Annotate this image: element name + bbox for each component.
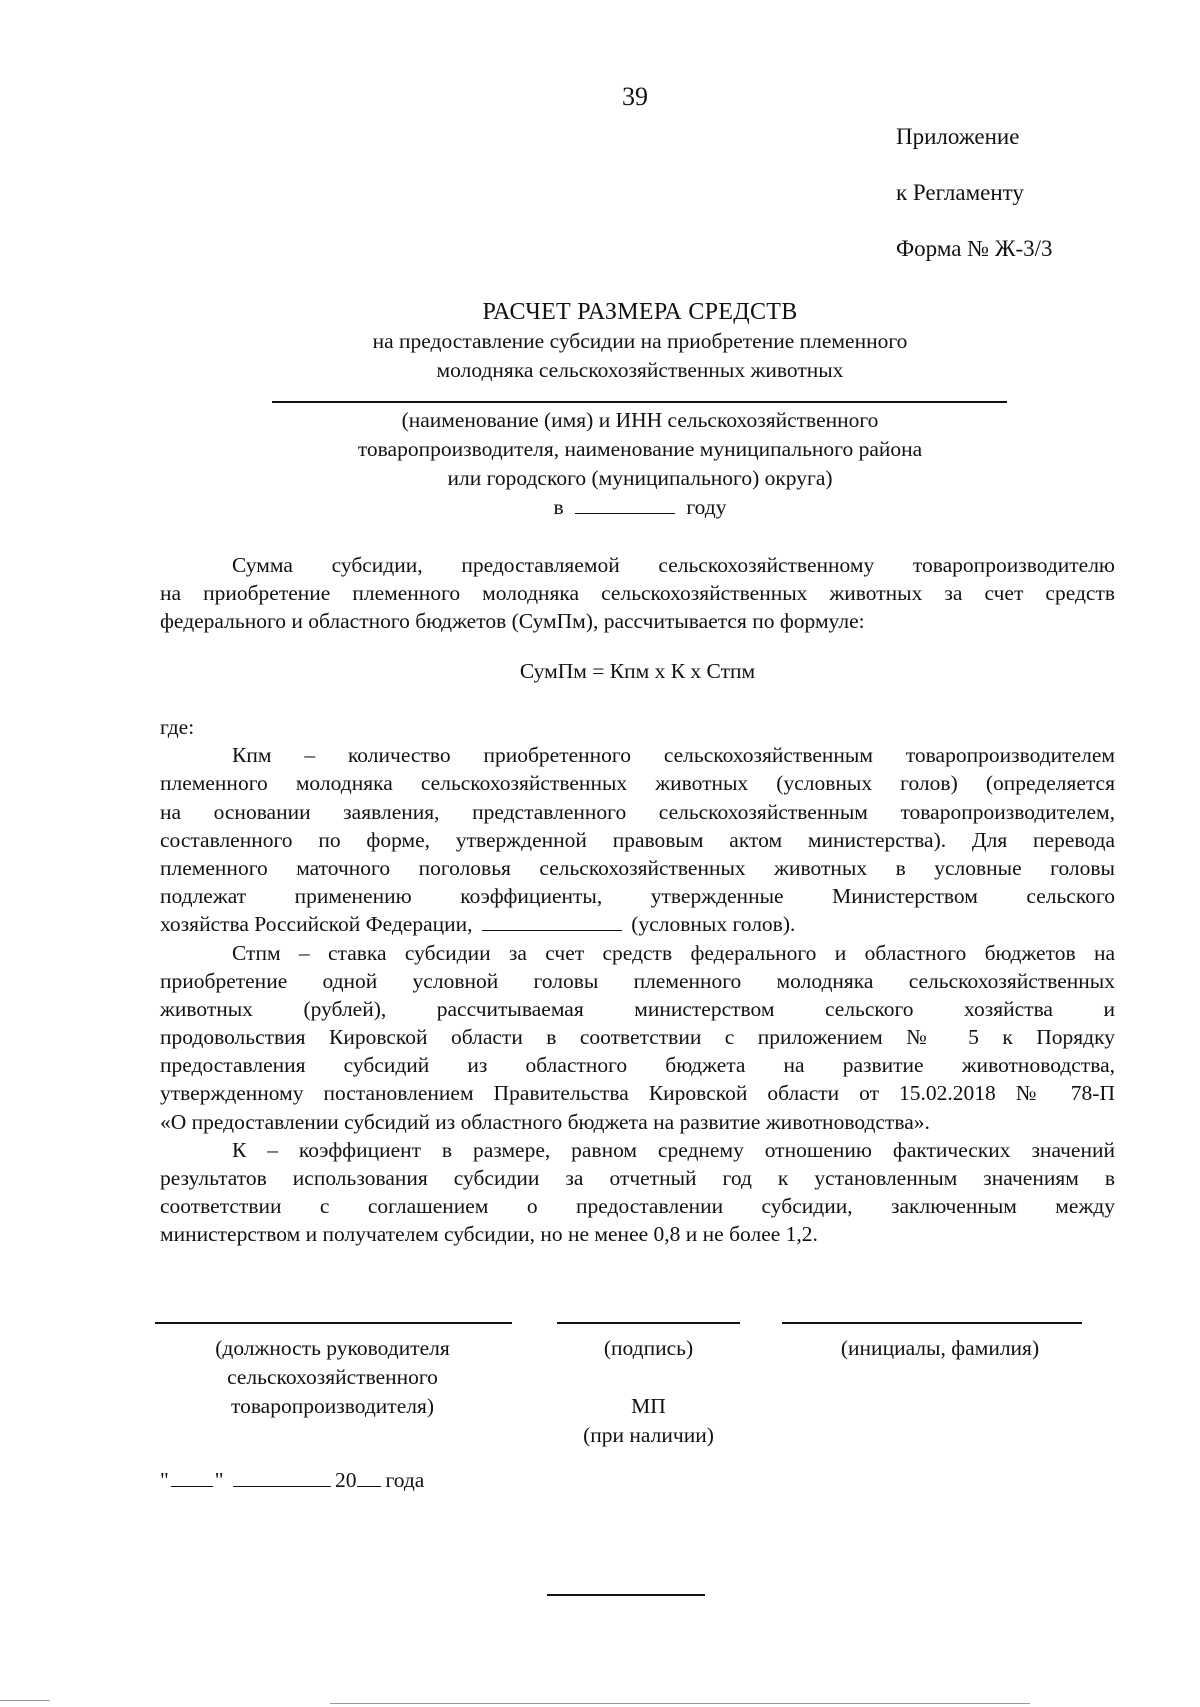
applicant-caption bbox=[270, 406, 1010, 522]
k-line-2: результатов использования субсидии за отчетный год к установленным значениям в bbox=[160, 1166, 1115, 1190]
stpm-line-2: приобретение одной условной головы племенного молодняка сельскохозяйственных bbox=[160, 968, 1115, 993]
kpm-line-1: Кпм – количество приобретенного сельскохозяйственным товаропроизводителем bbox=[232, 743, 1115, 768]
year-blank bbox=[575, 495, 675, 514]
position-caption-line-2: сельскохозяйственного bbox=[227, 1365, 438, 1389]
date-line bbox=[160, 1468, 424, 1493]
position-caption bbox=[150, 1334, 515, 1421]
applicant-caption-line-1: (наименование (имя) и ИНН сельскохозяйственного bbox=[401, 408, 879, 432]
position-caption-line-3: товаропроизводителя) bbox=[230, 1394, 435, 1418]
stpm-line-6: утвержденному постановлением Правительства Кировской области от 15.02.2018 № 78-П bbox=[160, 1081, 1115, 1106]
appendix-label: Приложение bbox=[896, 124, 1020, 149]
applicant-caption-line-2: товаропроизводителя, наименование муниципального района bbox=[357, 437, 923, 461]
closing-rule bbox=[547, 1594, 705, 1596]
page-number: 39 bbox=[622, 82, 648, 111]
formula: СумПм = Кпм х К х Стпм bbox=[519, 659, 756, 683]
heads-count-blank bbox=[482, 912, 622, 931]
stpm-line-7: «О предоставлении субсидий из областного бюджета на развитие животноводства». bbox=[160, 1109, 930, 1134]
intro-line-2: на приобретение племенного молодняка сельскохозяйственных животных за счет средств bbox=[160, 581, 1115, 606]
date-quote-close: " bbox=[214, 1468, 224, 1492]
definitions bbox=[160, 713, 1115, 1249]
stpm-line-5: предоставления субсидий из областного бюджета на развитие животноводства, bbox=[160, 1053, 1115, 1078]
initials-signature-line bbox=[782, 1322, 1082, 1324]
k-line-4: министерством и получателем субсидии, но не менее 0,8 и не более 1,2. bbox=[160, 1222, 818, 1247]
kpm-line-7 bbox=[160, 910, 1115, 938]
signature-line bbox=[557, 1322, 740, 1324]
kpm-line-5: племенного маточного поголовья сельскохозяйственных животных в условные головы bbox=[160, 855, 1115, 880]
day-blank bbox=[171, 1468, 213, 1487]
month-blank bbox=[233, 1468, 331, 1487]
kpm-line-2: племенного молодняка сельскохозяйственных животных (условных голов) (определяется bbox=[160, 771, 1115, 796]
position-caption-line-1: (должность руководителя bbox=[215, 1336, 450, 1360]
kpm-line-7-start: хозяйства Российской Федерации, bbox=[160, 912, 473, 937]
kpm-line-3: на основании заявления, представленного сельскохозяйственным товаропроизводителем, bbox=[160, 799, 1115, 824]
intro-line-1: Сумма субсидии, предоставляемой сельскохозяйственному товаропроизводителю bbox=[232, 553, 1115, 577]
form-number: Форма № Ж-3/3 bbox=[896, 236, 1053, 261]
date-quote-open: " bbox=[160, 1468, 169, 1492]
year-suffix-blank bbox=[357, 1468, 381, 1487]
title-line-3: молодняка сельскохозяйственных животных bbox=[436, 358, 844, 382]
k-line-3: соответствии с соглашением о предоставлении субсидии, заключенным между bbox=[160, 1194, 1115, 1219]
applicant-caption-line-3: или городского (муниципального) округа) bbox=[447, 466, 833, 490]
kpm-line-4: составленного по форме, утвержденной правовым актом министерства). Для перевода bbox=[160, 827, 1115, 852]
signature-caption: (подпись) bbox=[603, 1336, 694, 1360]
kpm-line-7-end: (условных голов). bbox=[631, 912, 796, 937]
applicant-name-line bbox=[272, 401, 1007, 403]
document-title bbox=[270, 298, 1010, 385]
title-line-2: на предоставление субсидии на приобретение племенного bbox=[372, 329, 908, 353]
year-suffix: году bbox=[686, 495, 727, 519]
scan-edge-line bbox=[330, 1703, 1030, 1704]
scan-corner-mark bbox=[0, 1700, 50, 1701]
k-line-1: К – коэффициент в размере, равном среднему отношению фактических значений bbox=[232, 1137, 1115, 1162]
date-year-prefix: 20 bbox=[334, 1468, 357, 1492]
stamp-block bbox=[557, 1392, 740, 1450]
title-line-1: РАСЧЕТ РАЗМЕРА СРЕДСТВ bbox=[482, 299, 798, 325]
stamp-label: МП bbox=[631, 1394, 666, 1418]
position-signature-line bbox=[155, 1322, 512, 1324]
stpm-line-1: Стпм – ставка субсидии за счет средств федерального и областного бюджетов на bbox=[232, 940, 1115, 965]
stpm-line-3: животных (рублей), рассчитываемая министерством сельского хозяйства и bbox=[160, 996, 1115, 1021]
intro-paragraph bbox=[160, 551, 1115, 636]
intro-line-3: федерального и областного бюджетов (СумПм), рассчитывается по формуле: bbox=[160, 609, 865, 634]
year-prefix: в bbox=[553, 495, 564, 519]
regulation-label: к Регламенту bbox=[896, 180, 1024, 205]
stamp-note: (при наличии) bbox=[583, 1423, 714, 1447]
where-label: где: bbox=[160, 715, 195, 739]
year-line bbox=[270, 493, 1010, 522]
date-year-suffix: года bbox=[385, 1468, 425, 1492]
kpm-line-6: подлежат применению коэффициенты, утвержденные Министерством сельского bbox=[160, 884, 1115, 909]
stpm-line-4: продовольствия Кировской области в соответствии с приложением № 5 к Порядку bbox=[160, 1025, 1115, 1050]
initials-caption: (инициалы, фамилия) bbox=[840, 1336, 1040, 1360]
